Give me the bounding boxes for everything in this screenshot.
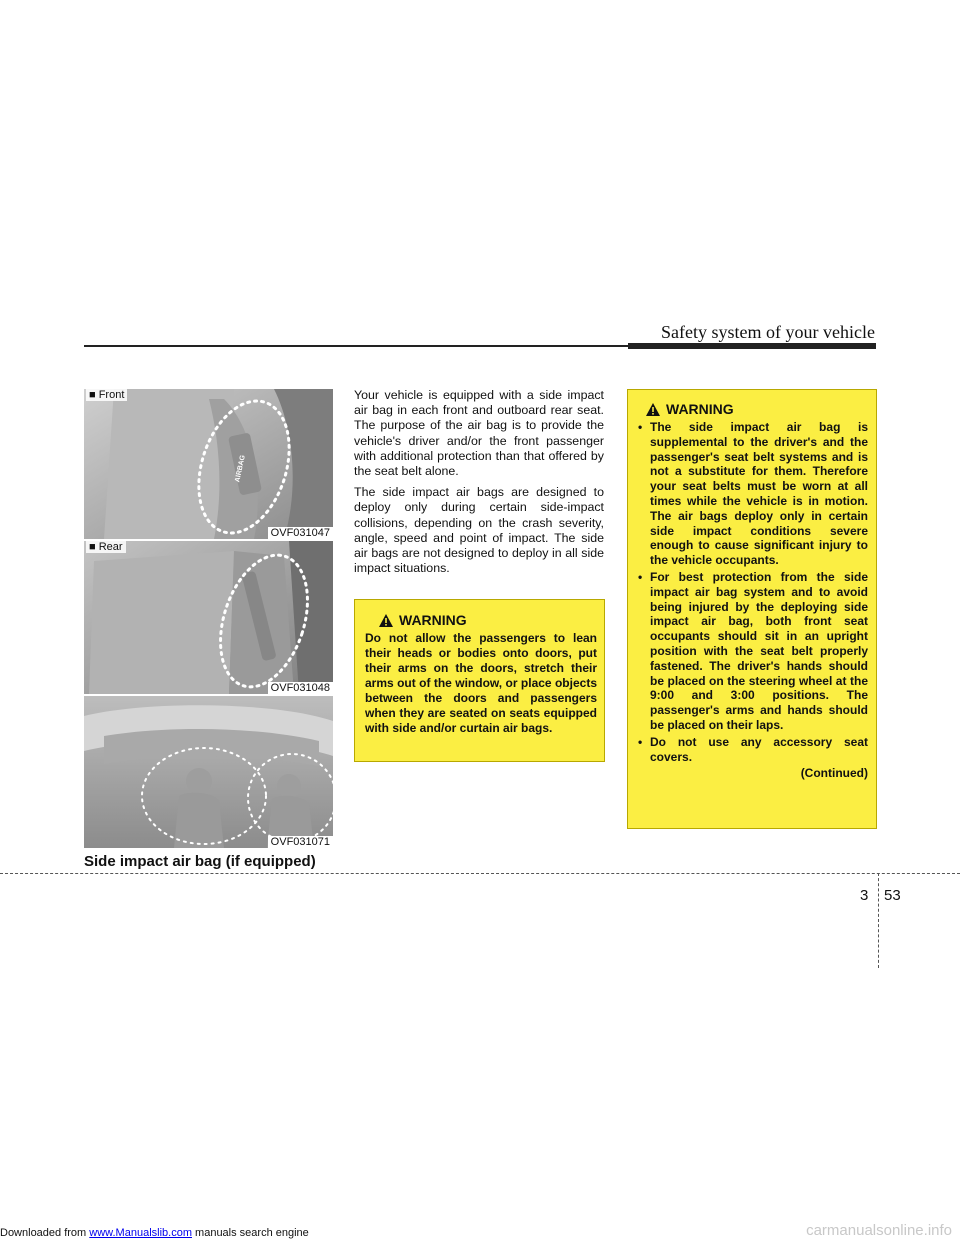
watermark: carmanualsonline.info [806, 1222, 952, 1239]
page-number: 53 [884, 887, 901, 904]
chapter-number: 3 [860, 887, 869, 904]
figure-label-rear: ■ Rear [86, 541, 126, 553]
page-divider [0, 873, 960, 874]
airbag-badge-text: AIRBAG [234, 454, 247, 483]
figure-caption: Side impact air bag (if equipped) [84, 853, 316, 870]
section-title: Safety system of your vehicle [661, 322, 875, 342]
warning-heading-text: WARNING [666, 401, 734, 417]
figure-code-rear: OVF031048 [268, 682, 333, 694]
warning-heading [636, 401, 868, 417]
continued-label: (Continued) [800, 766, 868, 781]
warning-list [636, 420, 868, 764]
warning-box-passengers [354, 599, 605, 762]
warning-box-side-airbag [627, 389, 877, 829]
figure-code-front: OVF031047 [268, 527, 333, 539]
warning-text: Do not allow the passengers to lean their heads or bodies onto doors, put their arms on the doors, stretch their arms out of the window, or place objects between the doors and passengers when they are seated on seats equipped with side and/or curtain air bags. [365, 631, 597, 735]
figure-front-seat [84, 389, 333, 539]
warning-heading [365, 612, 597, 628]
front-seat-illustration [84, 389, 333, 539]
manualslib-link[interactable]: www.Manualslib.com [89, 1227, 192, 1239]
warning-heading-text: WARNING [399, 612, 467, 628]
footer-suffix: manuals search engine [191, 1227, 309, 1239]
warning-triangle-icon [646, 403, 660, 416]
figure-label-front: ■ Front [86, 389, 127, 401]
page-divider-vertical [878, 873, 879, 968]
warning-triangle-icon [379, 614, 393, 627]
header-bar [628, 343, 876, 349]
body-paragraph: Your vehicle is equipped with a side impact air bag in each front and outboard rear seat. The purpose of the air bag is to provide the vehicle's driver and/or the front passenger with additional protection than that offered by the seat belt alone. [354, 388, 604, 479]
warning-item: • For best protection from the side impact air bag system and to avoid being injured by the deploying side impact air bag, both front seat occupants should sit in an upright position with the seat belt properly fastened. The driver's hands should be placed on the steering wheel at the 9:00 and 3:00 positions. The passenger's arms and hands should be placed on their laps. [636, 570, 868, 733]
body-text [354, 388, 604, 582]
figure-rear-seat [84, 541, 333, 694]
rear-seat-illustration [84, 541, 333, 694]
body-paragraph: The side impact air bags are designed to deploy only during certain side-impact collisions, depending on the crash severity, angle, speed and point of impact. The side air bags are not designed to deploy in all side impact situations. [354, 485, 604, 576]
warning-item: • Do not use any accessory seat covers. [636, 735, 868, 765]
cabin-airbag-illustration [84, 696, 333, 848]
footer-prefix: Downloaded from [0, 1227, 90, 1239]
figure-cabin-side-view [84, 696, 333, 848]
warning-item: • The side impact air bag is supplemental to the driver's and the passenger's seat belt systems and is not a substitute for them. Therefore your seat belts must be worn at all times while the vehicle is in motion. The air bags deploy only in certain side impact conditions severe enough to cause significant injury to the vehicle occupants. [636, 420, 868, 568]
download-footer [0, 1227, 309, 1239]
figure-code-cabin: OVF031071 [268, 836, 333, 848]
